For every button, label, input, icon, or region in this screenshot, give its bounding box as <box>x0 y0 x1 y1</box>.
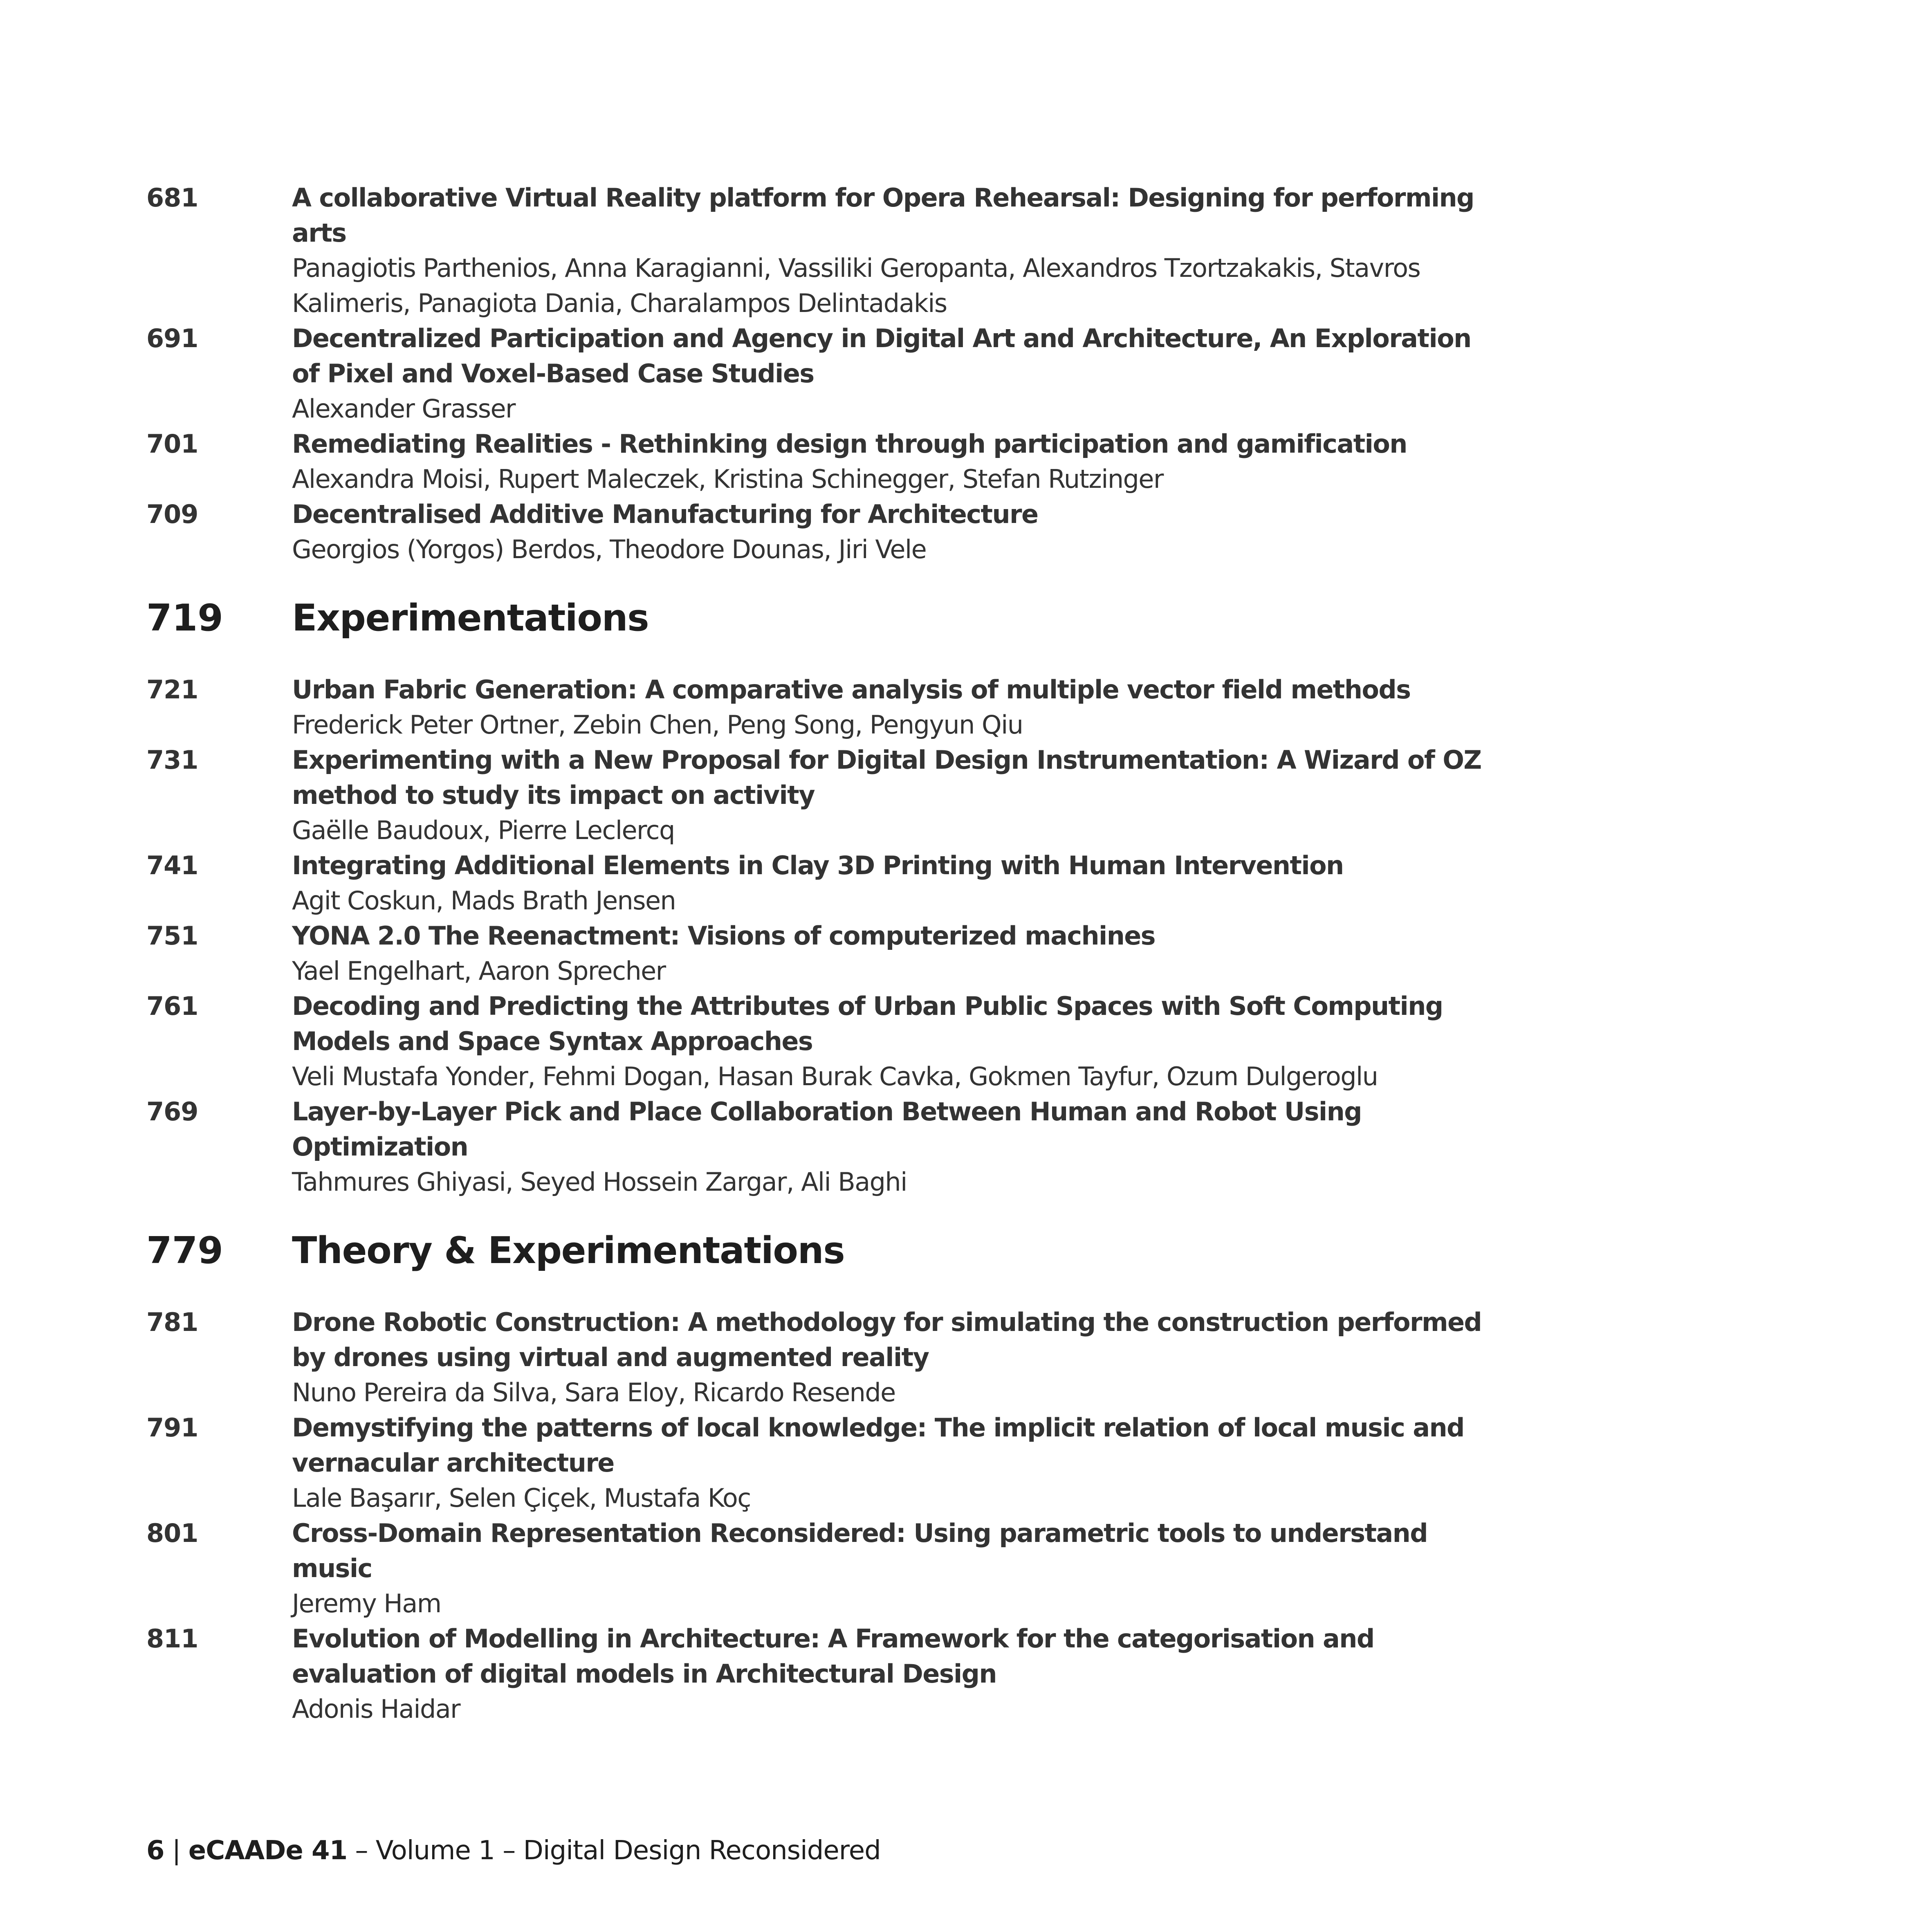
section-heading-experimentations <box>146 598 1496 639</box>
entry-authors: Frederick Peter Ortner, Zebin Chen, Peng Song, Pengyun Qiu <box>292 710 1023 740</box>
entry-title: Drone Robotic Construction: A methodology for simulating the construction performed by drones using virtual and augmented reality <box>292 1307 1482 1372</box>
footer-conference: eCAADe 41 <box>188 1836 348 1866</box>
entry-authors: Jeremy Ham <box>292 1589 441 1618</box>
footer-separator: | <box>164 1836 188 1866</box>
entry-title: Evolution of Modelling in Architecture: A Framework for the categorisation and evaluation of digital models in Architectural Design <box>292 1624 1374 1689</box>
entry-page-number: 769 <box>146 1097 198 1126</box>
entry-title: Layer-by-Layer Pick and Place Collaboration Between Human and Robot Using Optimization <box>292 1097 1362 1162</box>
entry-page-number: 701 <box>146 429 198 459</box>
section-heading-theory-experimentations <box>146 1230 1496 1271</box>
entry-authors: Lale Başarır, Selen Çiçek, Mustafa Koç <box>292 1483 751 1513</box>
entry-page-number: 721 <box>146 675 198 705</box>
toc-entry <box>146 918 1496 989</box>
toc-entry <box>146 1516 1496 1621</box>
entry-title: Decentralised Additive Manufacturing for Architecture <box>292 499 1038 529</box>
entry-authors: Nuno Pereira da Silva, Sara Eloy, Ricardo Resende <box>292 1378 895 1407</box>
entry-page-number: 781 <box>146 1307 198 1337</box>
entry-title: Experimenting with a New Proposal for Digital Design Instrumentation: A Wizard of OZ method to study its impact on activity <box>292 745 1481 810</box>
footer-page-number: 6 <box>146 1836 164 1866</box>
entry-title: Decoding and Predicting the Attributes of Urban Public Spaces with Soft Computing Models and Space Syntax Approaches <box>292 991 1443 1056</box>
entry-authors: Agit Coskun, Mads Brath Jensen <box>292 886 676 916</box>
entry-page-number: 741 <box>146 850 198 880</box>
page-footer <box>146 1833 881 1868</box>
toc-entry <box>146 497 1496 567</box>
entry-page-number: 691 <box>146 323 198 353</box>
entry-title: YONA 2.0 The Reenactment: Visions of computerized machines <box>292 921 1155 951</box>
toc-entry <box>146 848 1496 918</box>
entry-title: Cross-Domain Representation Reconsidered: Using parametric tools to understand music <box>292 1518 1427 1583</box>
toc-entry <box>146 426 1496 497</box>
entry-authors: Veli Mustafa Yonder, Fehmi Dogan, Hasan Burak Cavka, Gokmen Tayfur, Ozum Dulgeroglu <box>292 1061 1378 1091</box>
entry-page-number: 761 <box>146 991 198 1021</box>
section-title: Theory & Experimentations <box>292 1229 845 1272</box>
footer-volume-title: – Volume 1 – Digital Design Reconsidered <box>347 1836 881 1866</box>
entry-page-number: 801 <box>146 1518 198 1548</box>
toc-entry <box>146 1305 1496 1410</box>
section-page-number: 779 <box>146 1229 223 1272</box>
entry-page-number: 731 <box>146 745 198 775</box>
toc-entry <box>146 180 1496 321</box>
entry-page-number: 791 <box>146 1413 198 1443</box>
toc-entry <box>146 672 1496 743</box>
entry-page-number: 709 <box>146 499 198 529</box>
toc-entry <box>146 989 1496 1094</box>
entry-authors: Tahmures Ghiyasi, Seyed Hossein Zargar, Ali Baghi <box>292 1167 907 1197</box>
entry-title: Integrating Additional Elements in Clay 3D Printing with Human Intervention <box>292 850 1344 880</box>
entry-title: Urban Fabric Generation: A comparative analysis of multiple vector field methods <box>292 675 1411 705</box>
entry-authors: Alexandra Moisi, Rupert Maleczek, Kristina Schinegger, Stefan Rutzinger <box>292 464 1163 494</box>
entry-title: A collaborative Virtual Reality platform for Opera Rehearsal: Designing for performing arts <box>292 183 1474 248</box>
section-page-number: 719 <box>146 597 223 640</box>
toc-entry <box>146 1410 1496 1516</box>
entry-page-number: 681 <box>146 183 198 213</box>
section-title: Experimentations <box>292 597 649 640</box>
toc-entry <box>146 1621 1496 1727</box>
entry-authors: Alexander Grasser <box>292 394 515 424</box>
entry-authors: Adonis Haidar <box>292 1694 460 1724</box>
entry-title: Decentralized Participation and Agency in Digital Art and Architecture, An Exploration of Pixel and Voxel-Based Case Studies <box>292 323 1471 388</box>
table-of-contents <box>146 180 1496 1727</box>
entry-authors: Panagiotis Parthenios, Anna Karagianni, Vassiliki Geropanta, Alexandros Tzortzakakis, Stavros Kalimeris, Panagiota Dania, Charalampos Delintadakis <box>292 253 1420 318</box>
toc-entry <box>146 321 1496 426</box>
entry-authors: Yael Engelhart, Aaron Sprecher <box>292 956 666 986</box>
toc-entry <box>146 1094 1496 1200</box>
entry-authors: Georgios (Yorgos) Berdos, Theodore Dounas, Jiri Vele <box>292 534 927 564</box>
entry-page-number: 811 <box>146 1624 198 1654</box>
entry-page-number: 751 <box>146 921 198 951</box>
entry-title: Remediating Realities - Rethinking design through participation and gamification <box>292 429 1407 459</box>
entry-title: Demystifying the patterns of local knowledge: The implicit relation of local music and vernacular architecture <box>292 1413 1464 1478</box>
toc-entry <box>146 743 1496 848</box>
entry-authors: Gaëlle Baudoux, Pierre Leclercq <box>292 815 675 845</box>
